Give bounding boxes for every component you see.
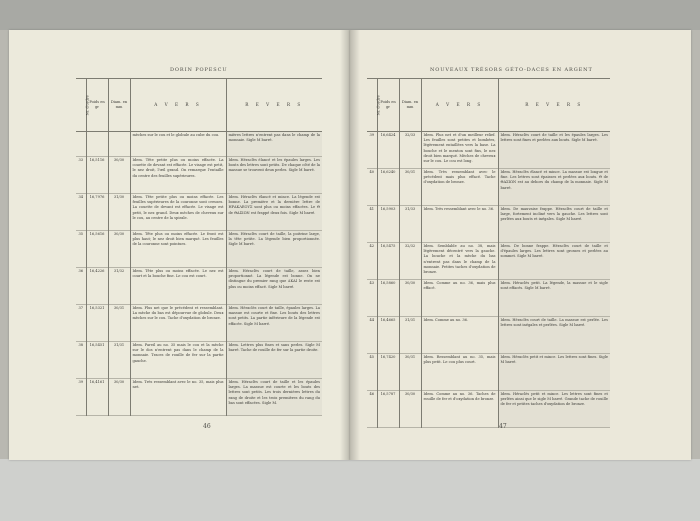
header-avers: A V E R S (130, 79, 226, 132)
table-row (76, 268, 322, 305)
weight-cell: 16,7976 (86, 194, 108, 231)
revers-description: Idem. Lettres plus fines et sans perles. Sigle M barré. Tache de rouille de fer sur la partie droite. (226, 342, 322, 379)
table-row (367, 317, 610, 354)
table-row (76, 305, 322, 342)
revers-description: Idem. Héraclès court de taille et les épaules larges. La massue est courte et les bouts des lettres sont petits. Les trois dernières lettres du rang de droite et les trois premières du rang du bas sont effacées. Sigle M. (226, 379, 322, 416)
table-row (76, 194, 322, 231)
diameter-cell: 32/33 (399, 132, 421, 169)
header-avers: A V E R S (421, 79, 498, 132)
avers-description: Idem. Tête petite plus ou moins effacée. Les feuilles supérieures de la couronne sont creuses. La couette de devant est effacée. Le visage est petit, le nez grand. Deux mèches de cheveux sur le cou, au centre de la spirale. (130, 194, 226, 231)
order-number: 42 (369, 244, 375, 248)
table-row (367, 243, 610, 280)
diameter-cell: 30/30 (399, 280, 421, 317)
background-surface (0, 459, 700, 521)
header-order-number: Nr. d'ordre (367, 79, 377, 132)
diameter-cell: 30/30 (108, 231, 130, 268)
avers-description: Idem. Comme au no. 36. Taches de rouille de fer et d'oxydation de bronze. (421, 391, 498, 428)
table-row (367, 391, 610, 428)
left-page (9, 30, 350, 460)
running-head: DORIN POPESCU (170, 67, 228, 73)
table-row (76, 342, 322, 379)
weight-cell: 16,7420 (377, 354, 399, 391)
diameter-cell: 31/33 (399, 206, 421, 243)
table-row (76, 379, 322, 416)
order-number: 43 (369, 281, 375, 285)
table-row (76, 132, 322, 157)
revers-description: Idem. Héraclès élancé et les épaules larges. Les bouts des lettres sont petits. De chaque côté de la massue se trouvent deux perles. Sigle M barré. (226, 157, 322, 194)
revers-description: mières lettres n'entrent pas dans le champ de la monnaie. Sigle M barré. (226, 132, 322, 157)
diameter-cell: 30/31 (399, 169, 421, 206)
revers-description: Idem. Héraclès petit et mince. Les lettres sont fines. Sigle M barré. (498, 354, 610, 391)
order-number: 34 (78, 195, 84, 199)
revers-description: Idem. Héraclès court de taille et les épaules larges. Les lettres sont fines et perlées aux bouts. Sigle M barré. (498, 132, 610, 169)
weight-cell: 16,6240 (377, 169, 399, 206)
header-diameter: Diam. en mm (108, 79, 130, 132)
order-number (76, 132, 86, 157)
order-number: 40 (369, 170, 375, 174)
table-header-row (367, 79, 610, 132)
header-weight: Poids en gr (377, 79, 399, 132)
order-number: 39 (78, 380, 84, 384)
revers-description: Idem. Héraclès petit et mince. Les lettres sont fines et perlées ainsi que le sigle M barré. Grande tache de rouille de fer et petites taches d'oxydation de bronze. (498, 391, 610, 428)
diameter-cell: 31/30 (108, 194, 130, 231)
revers-description: Idem. De bonne frappe. Héraclès court de taille et d'épaules larges. Les lettres sont grosses et perlées au sommet. Sigle M barré. (498, 243, 610, 280)
avers-description: mèches sur le cou et le globule au cube du cou. (130, 132, 226, 157)
diameter-cell: 30/31 (108, 305, 130, 342)
right-page (350, 30, 691, 460)
weight-cell: 16,5451 (86, 342, 108, 379)
order-number: 45 (369, 355, 375, 359)
weight-cell: 16,6424 (377, 132, 399, 169)
avers-description: Idem. Comme au no. 36, mais plus effacé. (421, 280, 498, 317)
avers-description: Idem. Semblable au no. 38, mais légèrement décentré vers la gauche. La bouche et la mèche du bas n'entrent pas dans le champ de la monnaie. Petites taches d'oxydation de bronze. (421, 243, 498, 280)
diameter-cell: 31/31 (399, 317, 421, 354)
table-row (367, 132, 610, 169)
order-number: 44 (369, 318, 375, 322)
avers-description: Idem. Tête petite plus ou moins effacée. La couette de devant est effacée. Le visage est petit, le nez droit, l'œil grand. On remarque l'entaille du centre des feuilles supérieures. (130, 157, 226, 194)
diameter-cell: 30/30 (108, 379, 130, 416)
header-order-number: Nr. d'ordre (76, 79, 86, 132)
revers-description: Idem. Héraclès court de taille, épaules larges. La massue est courte et fine. Les bouts des lettres sont petits. La partie inférieure de la légende est effacée. Sigle M barré. (226, 305, 322, 342)
weight-cell: 16,5116 (86, 157, 108, 194)
weight-cell: 16,5321 (86, 305, 108, 342)
diameter-cell: 31/31 (108, 342, 130, 379)
order-number: 33 (78, 158, 84, 162)
table-row (367, 280, 610, 317)
order-number: 46 (369, 392, 375, 396)
avers-description: Idem. Comme au no. 36. (421, 317, 498, 354)
avers-description: Idem. Pareil au no. 35 mais le cou et la mèche sur le dos n'entrent pas dans le champ de la monnaie. Traces de rouille de fer sur la partie gauche. (130, 342, 226, 379)
revers-description: Idem. Héraclès petit. La légende, la massue et le sigle sont effacés. Sigle M barré. (498, 280, 610, 317)
diameter-cell: 31/32 (108, 268, 130, 305)
weight-cell: 16,4665 (377, 317, 399, 354)
weight-cell: 16,5616 (86, 231, 108, 268)
diameter-cell (108, 132, 130, 157)
weight-cell: 16,4161 (86, 379, 108, 416)
header-weight: Poids en gr (86, 79, 108, 132)
page-number: 46 (203, 423, 211, 430)
revers-description: Idem. Héraclès élancé et mince. La massue est longue et fine. Les lettres sont épaisses et perlées aux bouts. Θ de ΘΑΣΙΩΝ est au dehors du champ de la monnaie. Sigle M barré. (498, 169, 610, 206)
order-number: 39 (369, 133, 375, 137)
weight-cell: 16,5475 (377, 243, 399, 280)
table-row (367, 169, 610, 206)
table-row (367, 354, 610, 391)
page-number: 47 (499, 423, 507, 430)
order-number: 36 (78, 269, 84, 273)
avers-description: Idem. Plus net et d'un meilleur relief. Les feuilles sont petites et bombées, légèrement entaillées vers la base. La bouche et le menton sont fins, le nez droit bien marqué. Mèches de cheveux sur le cou. Le cou est long. (421, 132, 498, 169)
weight-cell: 16,4226 (86, 268, 108, 305)
diameter-cell: 30/30 (108, 157, 130, 194)
avers-description: Idem. Tête plus ou moins effacée. Le front est plus haut; le nez droit bien marqué. Les feuilles de la couronne sont pointues. (130, 231, 226, 268)
background-band (0, 0, 700, 30)
avers-description: Idem. Tête plus ou moins effacée. Le nez est court et la bouche fine. Le cou est court. (130, 268, 226, 305)
header-diameter: Diam. en mm (399, 79, 421, 132)
revers-description: Idem. Héraclès court de taille. La massue est perlée. Les lettres sont inégales et perlées. Sigle M barré. (498, 317, 610, 354)
avers-description: Idem. Très ressemblant avec le no. 36. (421, 206, 498, 243)
order-number: 41 (369, 207, 375, 211)
diameter-cell: 30/30 (399, 391, 421, 428)
header-revers: R E V E R S (226, 79, 322, 132)
revers-description: Idem. De mauvaise frappe. Héraclès court de taille et large, fortement incliné vers la gauche. Les lettres sont perlées aux bouts et inégales. Sigle M barré. (498, 206, 610, 243)
order-number: 37 (78, 306, 84, 310)
avers-description: Idem. Très ressemblant avec le no. 35, mais plus net. (130, 379, 226, 416)
running-head: NOUVEAUX TRÉSORS GÉTO-DACES EN ARGENT (430, 67, 593, 73)
weight-cell: 16,5860 (377, 280, 399, 317)
revers-description: Idem. Héraclès court de taille, assez bien proportionné. La légende est bonne. On ne distingue du premier rang que ΔΚΑΙ le reste est plus ou moins effacé. Sigle M barré. (226, 268, 322, 305)
diameter-cell: 30/31 (399, 354, 421, 391)
table-row (367, 206, 610, 243)
revers-description: Idem. Héraclès court de taille, la poitrine large, la tête petite. La légende bien proportionnée. Sigle M barré. (226, 231, 322, 268)
avers-description: Idem. Très ressemblant avec le précédent mais plus effacé. Tache d'oxydation de bronze. (421, 169, 498, 206)
coin-catalogue-table (76, 78, 322, 416)
order-number: 38 (78, 343, 84, 347)
coin-catalogue-table (367, 78, 610, 428)
diameter-cell: 32/32 (399, 243, 421, 280)
table-row (76, 157, 322, 194)
order-number: 35 (78, 232, 84, 236)
avers-description: Idem. Ressemblant au no. 35, mais plus petit. Le cou plus court. (421, 354, 498, 391)
revers-description: Idem. Héraclès élancé et mince. La légende est bonne. La première et la dernière lettre de ΗΡΑΚΛΕΟΥΣ sont plus ou moins effacées. Le Θ de ΘΑΣΙΩΝ est frappé deux fois. Sigle M barré. (226, 194, 322, 231)
weight-cell: 16,5903 (377, 206, 399, 243)
table-header-row (76, 79, 322, 132)
book-gutter (340, 30, 360, 460)
avers-description: Idem. Plus net que le précédent et ressemblant. La mèche du bas est dépourvue de globule. Deux mèches sur le cou. Tache d'oxydation de bronze. (130, 305, 226, 342)
header-revers: R E V E R S (498, 79, 610, 132)
table-row (76, 231, 322, 268)
weight-cell: 16,5787 (377, 391, 399, 428)
weight-cell (86, 132, 108, 157)
